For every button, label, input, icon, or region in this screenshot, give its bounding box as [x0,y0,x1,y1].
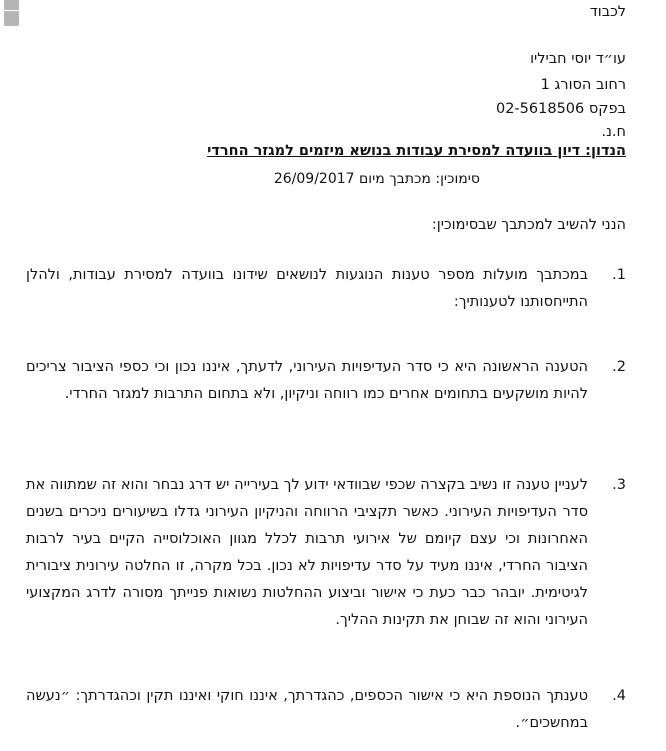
item-text: לעניין טענה זו נשיב בקצרה שכפי שבוודאי ידוע לך בעירייה יש דרג נבחר והוא זה שמתווה את סדר העדיפויות העירוני. כאשר תקציבי הרווחה והניקיון העירוני גדלו בשיעורים ניכרים בשנים האחרונות וכי עצם קיומם של אירועי תרבות לכלל מגוון האוכלוסייה הקיים בעיר לרבות הציבור החרדי, איננו מעיד על סדר עדיפויות לא נכון. בכל מקרה, זו החלטה עירונית ציבורית לגיטימית. יובהר כבר כעת כי אישור וביצוע ההחלטות נשואות פנייתך מסורה לדרג המקצועי העירוני והוא זה שבוחן את תקינות ההליך. [26,477,588,628]
item-number: 1. [612,267,626,283]
list-item [26,262,626,318]
recipient-address: רחוב הסורג 1 [540,77,626,93]
recipient-fax: בפקס 02-5618506 [495,101,626,117]
item-text: במכתבך מועלות מספר טענות הנוגעות לנושאים שידונו בוועדה למסירת עבודות, ולהלן התייחסותנו לטענותיך: [26,267,588,310]
recipient-name: עו״ד יוסי חביליו [530,51,626,67]
list-item [26,683,626,739]
list-item [26,472,626,642]
item-text: הטענה הראשונה היא כי סדר העדיפויות העירוני, לדעתך, איננו נכון וכי כספי הציבור צריכים להיות מושקעים בתחומים אחרים כמו רווחה וניקיון, ולא בתחום התרבות למגזר החרדי. [26,359,588,402]
item-number: 2. [612,359,626,375]
greeting: ח.נ. [601,124,626,140]
list-item [26,354,626,438]
item-number: 3. [612,477,626,493]
item-text: טענתך הנוספת היא כי אישור הכספים, כהגדרתך, איננו חוקי ואיננו תקין וכהגדרתך: ״נעשה במחשכים״. [26,688,588,731]
item-number: 4. [612,688,626,704]
salutation: לכבוד [589,4,626,20]
intro-paragraph: הנני להשיב למכתבך שבסימוכין: [431,217,626,233]
subject-line: הנדון: דיון בוועדה למסירת עבודות בנושא מיזמים למגזר החרדי [207,143,626,159]
reference-line: סימוכין: מכתבך מיום 26/09/2017 [273,171,480,187]
